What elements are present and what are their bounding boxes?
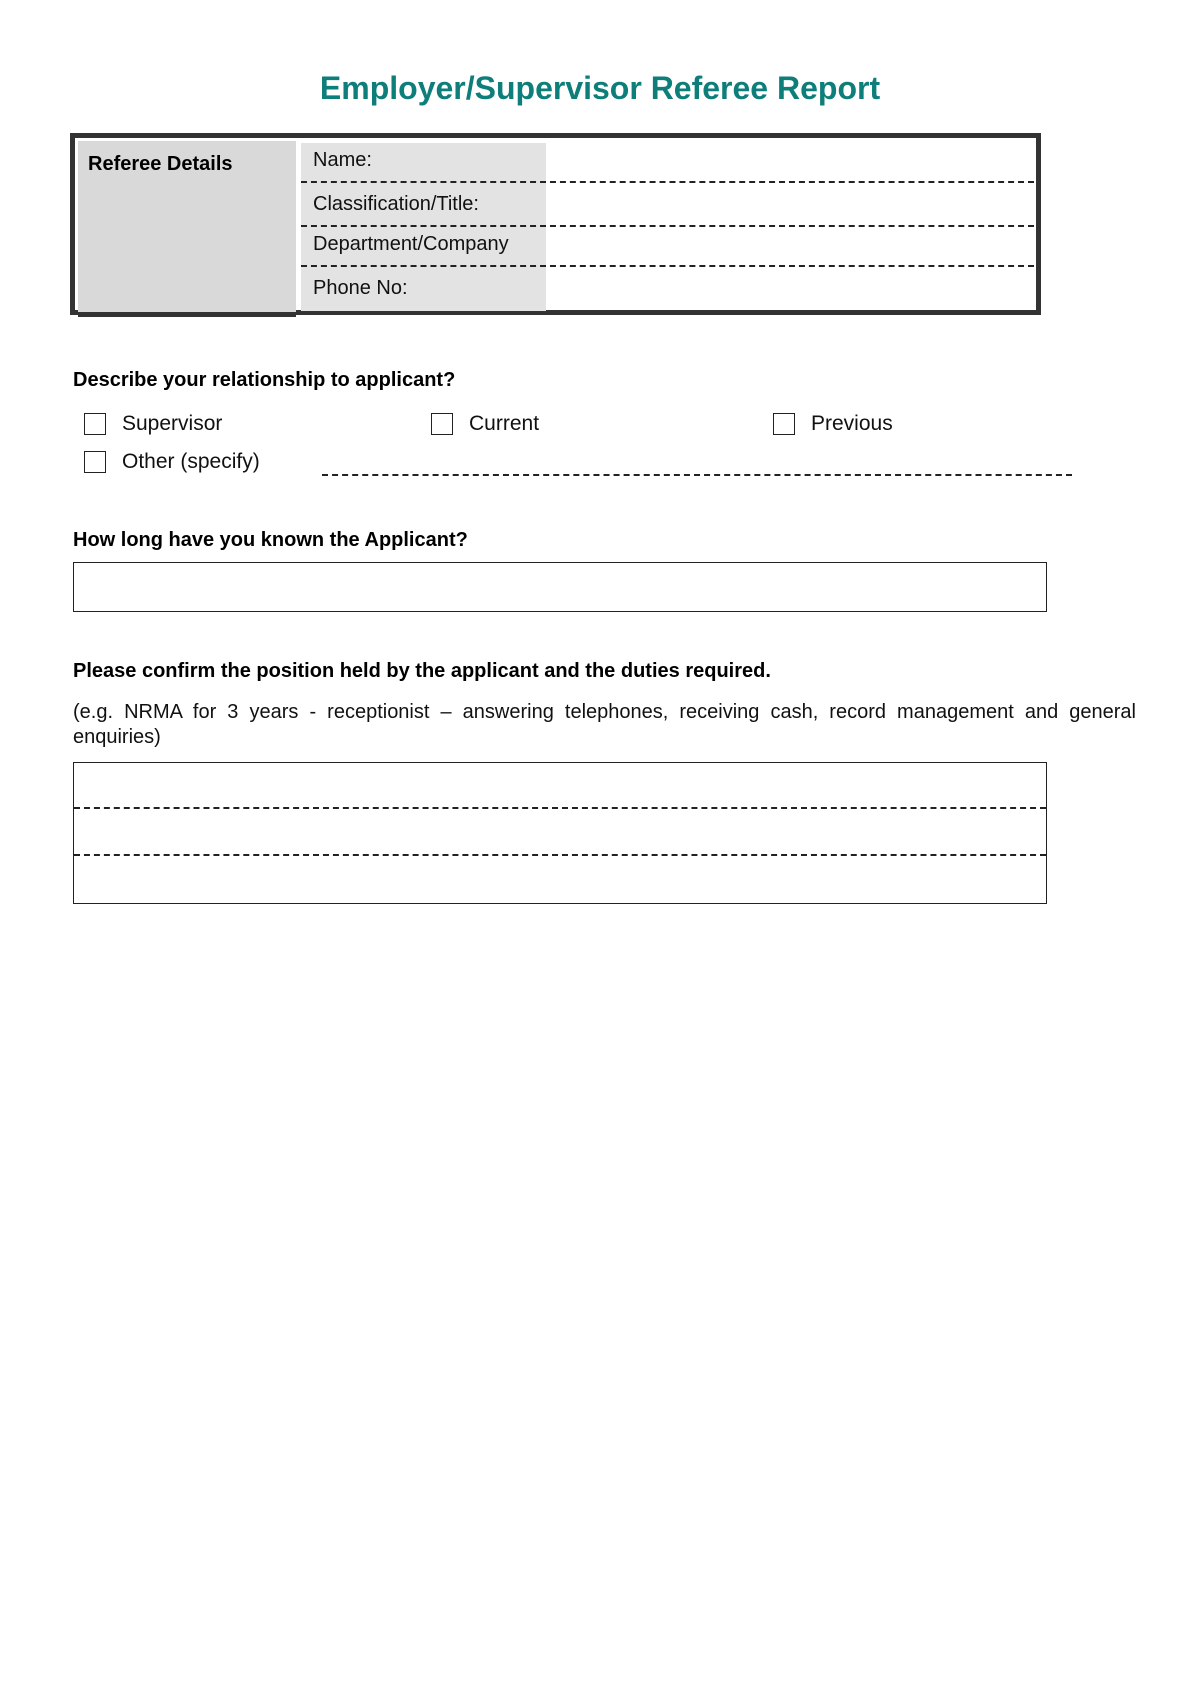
known-duration-question: How long have you known the Applicant? — [73, 529, 468, 551]
referee-row-classification — [301, 187, 1034, 227]
checkbox-supervisor[interactable] — [84, 413, 106, 435]
name-field[interactable] — [546, 145, 1032, 179]
row-divider — [301, 181, 1034, 183]
referee-row-phone — [301, 271, 1034, 311]
phone-label: Phone No: — [313, 277, 408, 299]
duties-line — [74, 807, 1046, 809]
referee-details-header: Referee Details — [88, 153, 233, 175]
option-supervisor-label: Supervisor — [122, 412, 223, 435]
page-title: Employer/Supervisor Referee Report — [319, 70, 881, 106]
option-previous[interactable] — [773, 412, 893, 436]
option-supervisor[interactable] — [84, 412, 222, 436]
option-current[interactable] — [431, 412, 539, 436]
row-divider — [301, 265, 1034, 267]
known-duration-field[interactable] — [73, 562, 1047, 612]
referee-details-box — [70, 133, 1041, 315]
relationship-question: Describe your relationship to applicant? — [73, 369, 456, 391]
department-field[interactable] — [546, 229, 1032, 263]
position-example: (e.g. NRMA for 3 years - receptionist – answering telephones, receiving cash, record management and general enquiries) — [73, 701, 1136, 748]
option-other[interactable] — [84, 450, 260, 474]
checkbox-other[interactable] — [84, 451, 106, 473]
classification-field[interactable] — [546, 189, 1032, 223]
referee-details-header-cell — [78, 141, 296, 317]
checkbox-previous[interactable] — [773, 413, 795, 435]
option-previous-label: Previous — [811, 412, 893, 435]
referee-row-name — [301, 143, 1034, 183]
option-current-label: Current — [469, 412, 540, 435]
option-other-label: Other (specify) — [122, 450, 260, 473]
duties-line — [74, 854, 1046, 856]
position-question: Please confirm the position held by the applicant and the duties required. — [73, 660, 771, 682]
classification-label: Classification/Title: — [313, 193, 479, 215]
referee-box-shadow — [78, 312, 296, 317]
phone-field[interactable] — [546, 273, 1032, 307]
other-specify-field[interactable] — [322, 474, 1072, 476]
name-label: Name: — [313, 149, 372, 171]
referee-row-department — [301, 227, 1034, 267]
checkbox-current[interactable] — [431, 413, 453, 435]
duties-field[interactable] — [73, 762, 1047, 904]
department-label: Department/Company — [313, 233, 509, 255]
